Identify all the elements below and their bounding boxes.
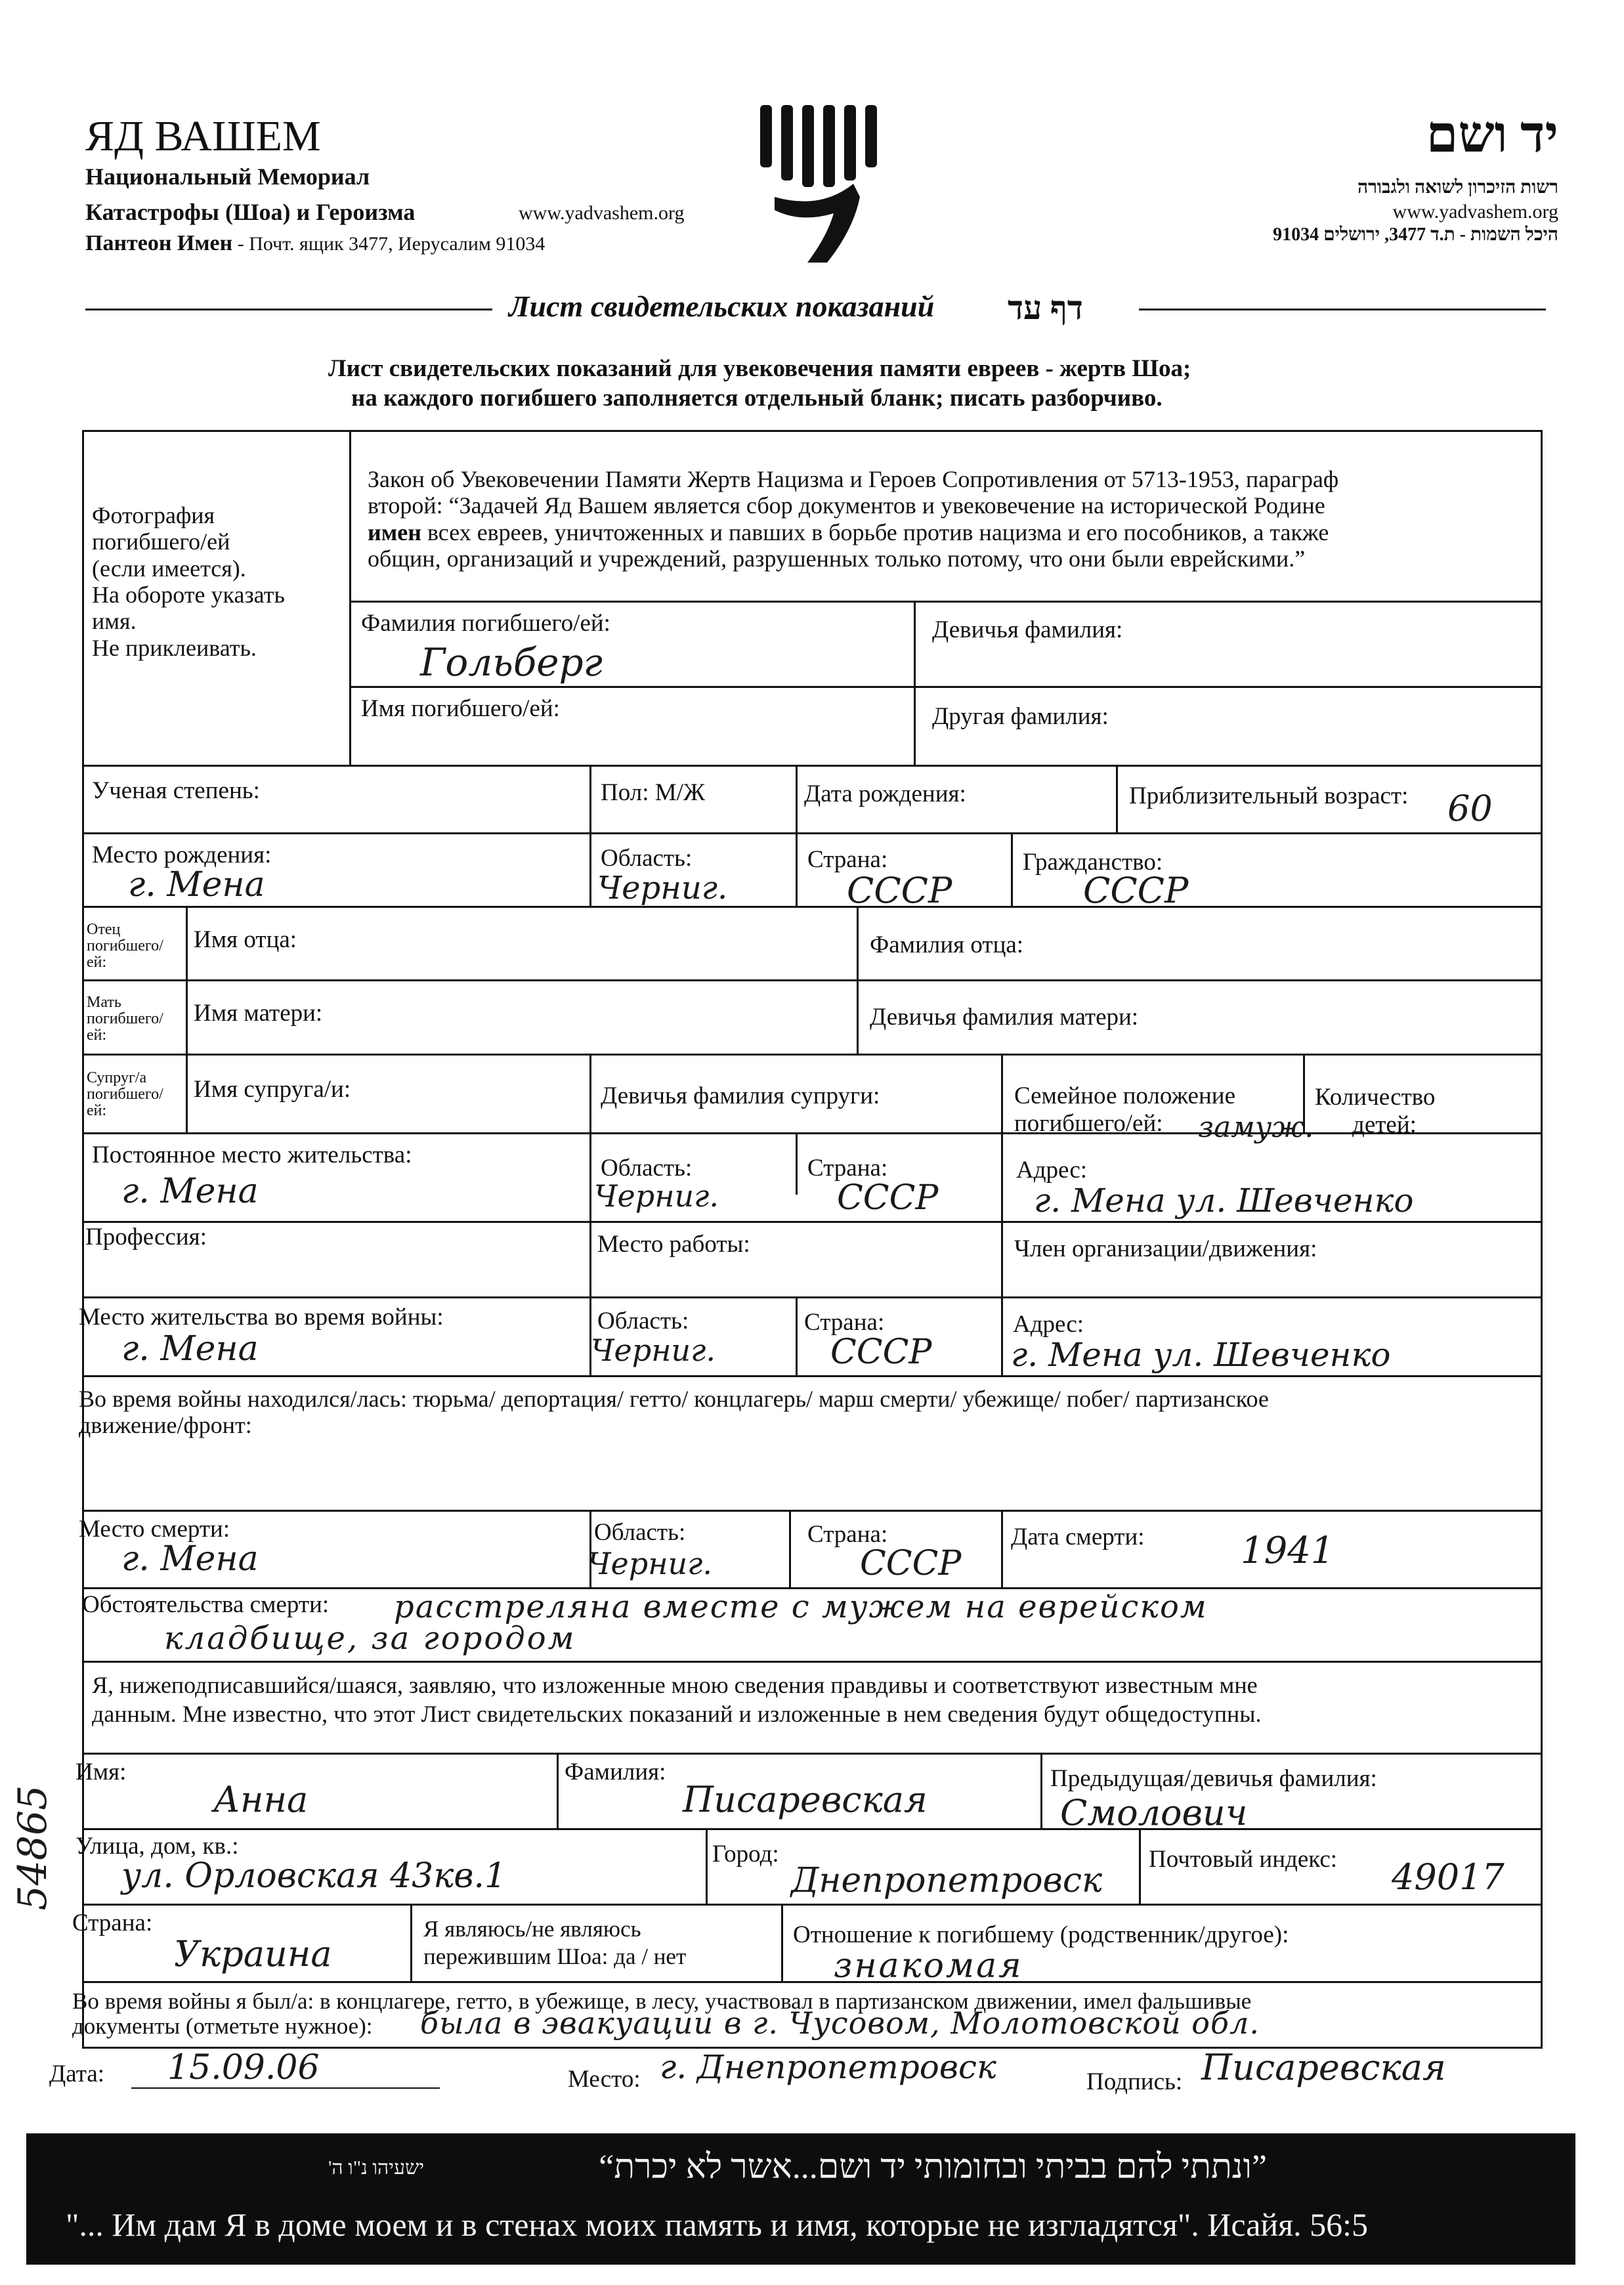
org-title: ЯД ВАШЕМ (85, 112, 321, 160)
org-line-2: Национальный Мемориал (85, 163, 370, 190)
age-value[interactable]: 60 (1447, 788, 1493, 829)
zip-value[interactable]: 49017 (1392, 1856, 1505, 1898)
frame-right (1541, 430, 1543, 2048)
row-death-top (82, 1510, 1543, 1512)
death-date-label: Дата смерти: (1011, 1524, 1145, 1550)
footer-russian-quote: "... Им дам Я в доме моем и в стенах моих память и имя, которые не изгладятся". Исайя. 56:5 (66, 2206, 1369, 2243)
margin-number: 54865 (10, 1785, 56, 1911)
hebrew-website: www.yadvashem.org (1392, 201, 1558, 223)
war-address-value[interactable]: г. Мена ул. Шевченко (1011, 1336, 1391, 1374)
row-father-top (82, 906, 1543, 908)
birth-country-value[interactable]: СССР (847, 870, 952, 911)
gender-label: Пол: М/Ж (601, 779, 706, 806)
law-line-rest: всех евреев, уничтоженных и павших в борьбе против нацизма и его пособников, а также (427, 519, 1329, 545)
photo-line: (если имеется). (92, 555, 246, 582)
survivor-label-2: пережившим Шоа: да / нет (423, 1944, 687, 1969)
war-address-label: Адрес: (1013, 1311, 1084, 1338)
victim-surname-value[interactable]: Гольберг (420, 640, 603, 685)
death-country-value[interactable]: СССР (860, 1544, 962, 1583)
sub-name-label: Имя: (75, 1759, 127, 1785)
declaration-line-2: данным. Мне известно, что этот Лист свидетельских показаний и изложенные в нем сведения будут общедоступны. (92, 1701, 1262, 1727)
v-marital (1001, 1054, 1003, 1132)
row-declaration-top (82, 1661, 1543, 1663)
birth-country-label: Страна: (807, 846, 888, 873)
v-res-country (796, 1132, 798, 1195)
father-name-label: Имя отца: (194, 926, 297, 953)
workplace-label: Место работы: (597, 1231, 750, 1258)
frame-top (82, 430, 1543, 432)
marital-label-2: погибшего/ей: (1014, 1110, 1163, 1137)
sub-name-value[interactable]: Анна (213, 1779, 309, 1820)
v-citizenship (1011, 832, 1013, 906)
victim-maiden-label: Девичья фамилия: (932, 616, 1123, 643)
father-surname-label: Фамилия отца: (870, 931, 1024, 958)
war-country-value[interactable]: СССР (830, 1333, 932, 1372)
law-line: Закон об Увековечении Памяти Жертв Нацизма и Героев Сопротивления от 5713-1953, параграф (368, 466, 1339, 492)
street-label: Улица, дом, кв.: (75, 1833, 239, 1860)
sub-country-value[interactable]: Украина (174, 1933, 332, 1975)
row-residence-top (82, 1132, 1543, 1134)
title-rule-right (1139, 309, 1546, 310)
relation-value[interactable]: знакомая (834, 1946, 1023, 1986)
victim-first-name-label: Имя погибшего/ей: (361, 695, 560, 722)
residence-label: Постоянное место жительства: (92, 1142, 412, 1168)
place-value[interactable]: г. Днепропетровск (660, 2048, 996, 2086)
sub-country-label: Страна: (72, 1910, 153, 1936)
res-country-label: Страна: (807, 1155, 888, 1182)
v-death-date (1001, 1510, 1003, 1589)
death-region-label: Область: (594, 1519, 686, 1546)
row-street-top (82, 1828, 1543, 1830)
subtitle-1: Лист свидетельских показаний для увековечения памяти евреев - жертв Шоа; (328, 355, 1191, 382)
father-side-label: Отец погибшего/ ей: (87, 921, 163, 972)
form-title-hebrew: דף עד (1008, 289, 1083, 326)
hebrew-line-2: רשות הזיכרון לשואה ולגבורה (1357, 177, 1558, 198)
pantheon-label: Пантеон Имен (85, 231, 233, 255)
date-value[interactable]: 15.09.06 (167, 2048, 320, 2087)
v-degree (589, 765, 591, 906)
photo-instructions (92, 502, 285, 661)
subtitle-2: на каждого погибшего заполняется отдельный бланк; писать разборчиво. (351, 385, 1163, 412)
war-country-label: Страна: (804, 1309, 885, 1336)
birthplace-label: Место рождения: (92, 842, 272, 868)
date-label: Дата: (49, 2061, 105, 2087)
birth-region-value[interactable]: Черниг. (597, 870, 728, 907)
war-region-label: Область: (597, 1308, 689, 1335)
res-region-value[interactable]: Черниг. (594, 1178, 719, 1214)
victim-other-name-label: Другая фамилия: (932, 703, 1109, 730)
org-line-4 (85, 231, 545, 256)
hebrew-line-4: היכל השמות - ת.ד 3477, ירושלים 91034 (1273, 224, 1558, 245)
v-birth-country (796, 832, 798, 906)
city-value[interactable]: Днепропетровск (791, 1861, 1102, 1900)
marital-value[interactable]: замуж. (1198, 1111, 1314, 1144)
law-bottom (349, 601, 1543, 603)
residence-value[interactable]: г. Мена (121, 1172, 259, 1211)
v-survivor (410, 1904, 412, 1981)
place-label: Место: (568, 2066, 641, 2093)
footer-hebrew-quote (599, 2148, 1267, 2187)
law-bold-word: имен (368, 519, 421, 545)
children-label-1: Количество (1315, 1084, 1436, 1111)
v-war-address (1001, 1296, 1003, 1375)
v-city (706, 1828, 708, 1904)
sub-surname-label: Фамилия: (565, 1759, 666, 1785)
sub-war-value[interactable]: была в эвакуации в г. Чусовом, Молотовской обл. (420, 2005, 1260, 2041)
victim-surname-label: Фамилия погибшего/ей: (361, 610, 610, 637)
v-gender (796, 765, 798, 833)
relation-label: Отношение к погибшему (родственник/другое): (793, 1921, 1289, 1948)
v-death-country (789, 1510, 791, 1589)
war-status-label-2: движение/фронт: (79, 1412, 252, 1438)
sub-surname-value[interactable]: Писаревская (683, 1779, 928, 1820)
row-profession-top (82, 1221, 1543, 1223)
law-line: второй: “Задачей Яд Вашем является сбор документов и увековечение на исторической Родине (368, 492, 1325, 519)
sub-war-label-1: Во время войны я был/а: в концлагере, гетто, в убежище, в лесу, участвовал в партизанском движении, имел фальшивые (72, 1988, 1252, 2014)
photo-line: На обороте указать (92, 581, 285, 608)
row-birthplace-top (82, 832, 1543, 834)
law-line: общин, организаций и учреждений, разрушенных только потому, что они были еврейскими.” (368, 545, 1306, 572)
v-res-region (589, 1132, 591, 1296)
v-sub-prev (1040, 1753, 1042, 1828)
names-divider (914, 601, 916, 765)
v-relation (781, 1904, 783, 1981)
names-mid (349, 686, 1543, 688)
v-spouse-maiden (589, 1054, 591, 1132)
law-text (368, 466, 1338, 572)
mother-maiden-label: Девичья фамилия матери: (870, 1004, 1139, 1031)
v-sub-surname (557, 1753, 559, 1828)
birthdate-label: Дата рождения: (804, 780, 966, 807)
war-residence-label: Место жительства во время войны: (79, 1304, 444, 1331)
photo-line: имя. (92, 608, 137, 635)
org-website: www.yadvashem.org (519, 202, 685, 224)
photo-line: погибшего/ей (92, 528, 230, 555)
row-war-sub-top (82, 1981, 1543, 1983)
war-residence-value[interactable]: г. Мена (121, 1329, 259, 1369)
survivor-label-1: Я являюсь/не являюсь (423, 1916, 641, 1942)
birthplace-value[interactable]: г. Мена (128, 865, 265, 905)
res-region-label: Область: (601, 1155, 693, 1182)
row-war-residence-top (82, 1296, 1543, 1298)
city-label: Город: (712, 1841, 779, 1868)
yad-vashem-logo (755, 98, 886, 269)
date-underline (131, 2087, 440, 2089)
law-line (368, 519, 1338, 545)
spouse-maiden-label: Девичья фамилия супруги: (601, 1082, 880, 1109)
row-country-top (82, 1904, 1543, 1906)
photo-line: Фотография (92, 502, 215, 528)
hebrew-title: יד ושם (1426, 106, 1558, 163)
spouse-name-label: Имя супруга/и: (194, 1076, 351, 1103)
photo-divider (349, 430, 351, 765)
res-country-value[interactable]: СССР (837, 1178, 939, 1218)
marital-label-1: Семейное положение (1014, 1082, 1235, 1109)
v-res-address (1001, 1132, 1003, 1296)
photo-line: Не приклеивать. (92, 634, 257, 661)
signature-value[interactable]: Писаревская (1201, 2047, 1446, 2088)
v-side-labels (186, 906, 188, 1132)
citizenship-value[interactable]: СССР (1083, 870, 1189, 911)
death-date-value[interactable]: 1941 (1241, 1529, 1335, 1572)
footer-hebrew-text: ”ונתתי להם בביתי ובחומותי יד ושם...אשר לא יכרת“ (599, 2148, 1267, 2186)
death-country-label: Страна: (807, 1521, 888, 1548)
row-degree-top (82, 765, 1543, 767)
sub-prev-surname-label: Предыдущая/девичья фамилия: (1050, 1765, 1377, 1792)
street-value[interactable]: ул. Орловская 43кв.1 (121, 1856, 507, 1896)
zip-label: Почтовый индекс: (1149, 1846, 1338, 1873)
mother-side-label: Мать погибшего/ ей: (87, 994, 163, 1044)
children-label-2: детей: (1352, 1111, 1417, 1138)
res-address-value[interactable]: г. Мена ул. Шевченко (1034, 1182, 1414, 1220)
war-region-value[interactable]: Черниг. (591, 1333, 716, 1368)
v-birthdate (1116, 765, 1118, 833)
pantheon-address: - Почт. ящик 3477, Иерусалим 91034 (232, 233, 545, 255)
sub-war-label-2: документы (отметьте нужное): (72, 2013, 373, 2039)
declaration-line-1: Я, нижеподписавшийся/шаяся, заявляю, что изложенные мною сведения правдивы и соответствуют известным мне (92, 1672, 1258, 1698)
circumstances-value-1[interactable]: расстреляна вместе с мужем на еврейском (394, 1589, 1208, 1625)
birth-region-label: Область: (601, 845, 693, 872)
res-address-label: Адрес: (1016, 1157, 1088, 1184)
age-label: Приблизительный возраст: (1129, 782, 1409, 809)
row-war-status-top (82, 1375, 1543, 1377)
war-status-label-1: Во время войны находился/лась: тюрьма/ депортация/ гетто/ концлагерь/ марш смерти/ убежище/ побег/ партизанское (79, 1386, 1269, 1412)
footer-banner (26, 2133, 1575, 2265)
degree-label: Ученая степень: (92, 777, 260, 804)
death-region-value[interactable]: Черниг. (588, 1546, 713, 1581)
form-title: Лист свидетельских показаний (509, 289, 935, 323)
v-zip (1139, 1828, 1141, 1904)
member-label: Член организации/движения: (1014, 1235, 1317, 1262)
row-spouse-top (82, 1054, 1543, 1056)
circumstances-label: Обстоятельства смерти: (82, 1591, 330, 1618)
signature-label: Подпись: (1086, 2068, 1183, 2095)
citizenship-label: Гражданство: (1023, 849, 1163, 876)
org-line-3: Катастрофы (Шоа) и Героизма (85, 199, 416, 225)
title-rule-left (85, 309, 492, 310)
footer-hebrew-ref: ישעיהו נ"ו ה' (328, 2157, 425, 2179)
circumstances-value-2[interactable]: кладбище, за городом (164, 1620, 576, 1657)
frame-left (82, 430, 84, 2048)
spouse-side-label: Супруг/а погибшего/ ей: (87, 1069, 163, 1120)
death-place-label: Место смерти: (79, 1516, 230, 1543)
sub-prev-surname-value[interactable]: Смолович (1060, 1792, 1248, 1833)
mother-name-label: Имя матери: (194, 1000, 323, 1027)
death-place-value[interactable]: г. Мена (121, 1539, 259, 1579)
row-mother-top (82, 979, 1543, 981)
row-submitter-top (82, 1753, 1543, 1755)
v-war-country (796, 1296, 798, 1375)
profession-label: Профессия: (85, 1224, 207, 1250)
